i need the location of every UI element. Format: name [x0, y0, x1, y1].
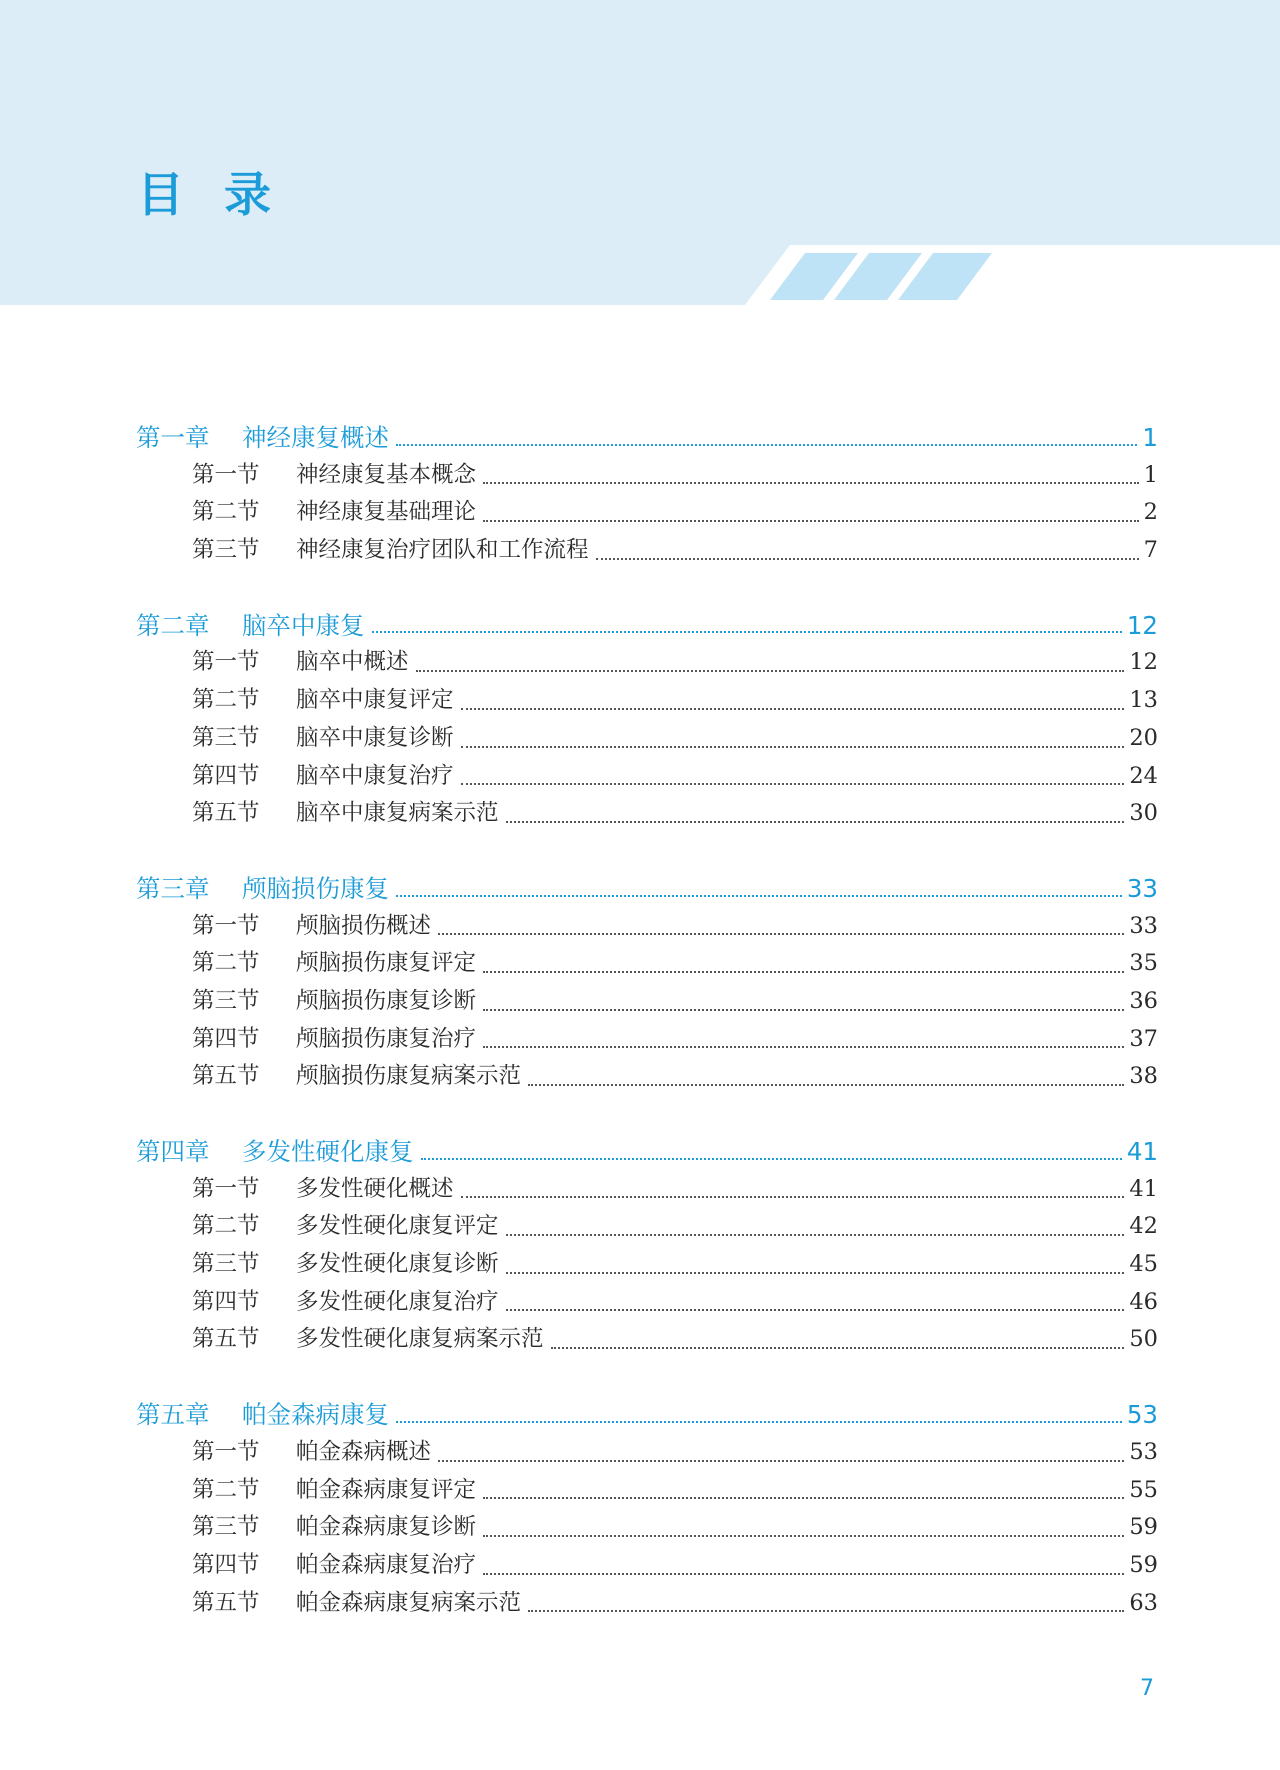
- section-page: 50: [1129, 1326, 1158, 1353]
- section-title: 帕金森病康复病案示范: [296, 1589, 522, 1616]
- section-title: 多发性硬化康复评定: [296, 1213, 499, 1240]
- chapter-title: 神经康复概述: [242, 423, 389, 452]
- section-page: 59: [1129, 1551, 1158, 1578]
- section-entry[interactable]: [136, 908, 1158, 946]
- section-entry[interactable]: [136, 494, 1158, 532]
- section-title: 脑卒中康复评定: [296, 687, 454, 714]
- section-number: 第三节: [192, 1251, 260, 1278]
- dot-leader: [396, 1420, 1122, 1423]
- section-title: 颅脑损伤概述: [296, 912, 432, 939]
- section-number: 第四节: [192, 1551, 260, 1578]
- chapter-number: 第二章: [136, 610, 210, 640]
- section-entry[interactable]: [136, 1284, 1158, 1322]
- chapter-number: 第五章: [136, 1400, 210, 1430]
- section-page: 63: [1129, 1589, 1158, 1616]
- section-title: 多发性硬化康复病案示范: [296, 1326, 544, 1353]
- chapter-number: 第一章: [136, 423, 210, 452]
- section-title: 颅脑损伤康复诊断: [296, 987, 477, 1014]
- section-page: 46: [1129, 1288, 1158, 1315]
- page-title-char-1: 目: [137, 168, 184, 223]
- section-number: 第四节: [192, 762, 260, 789]
- dot-leader: [506, 1271, 1125, 1274]
- section-number: 第三节: [192, 987, 260, 1014]
- dot-leader: [438, 932, 1124, 935]
- section-number: 第二节: [192, 950, 260, 977]
- dot-leader: [506, 820, 1125, 823]
- dot-leader: [483, 519, 1139, 522]
- section-page: 30: [1129, 800, 1158, 827]
- section-page: 41: [1129, 1175, 1158, 1202]
- section-entry[interactable]: [136, 1585, 1158, 1623]
- section-entry[interactable]: [136, 532, 1158, 570]
- dot-leader: [528, 1609, 1124, 1612]
- section-number: 第二节: [192, 1213, 260, 1240]
- section-entry[interactable]: [136, 1472, 1158, 1510]
- chapter-page: 53: [1126, 1400, 1158, 1430]
- dot-leader: [438, 1459, 1124, 1462]
- page-title: [137, 168, 271, 223]
- chapter-number: 第三章: [136, 873, 210, 903]
- dot-leader: [421, 1157, 1122, 1160]
- chapter-page: 12: [1126, 610, 1158, 640]
- section-number: 第三节: [192, 537, 260, 564]
- section-title: 多发性硬化康复治疗: [296, 1288, 499, 1315]
- section-number: 第五节: [192, 1589, 260, 1616]
- dot-leader: [416, 669, 1125, 672]
- section-entry[interactable]: [136, 945, 1158, 983]
- dot-leader: [483, 1496, 1124, 1499]
- dot-leader: [506, 1308, 1125, 1311]
- dot-leader: [483, 1045, 1124, 1048]
- section-entry[interactable]: [136, 1509, 1158, 1547]
- section-entry[interactable]: [136, 1321, 1158, 1359]
- chapter-block: [136, 870, 1158, 1096]
- chapter-entry[interactable]: [136, 1396, 1158, 1434]
- section-title: 神经康复治疗团队和工作流程: [296, 537, 589, 564]
- section-number: 第二节: [192, 687, 260, 714]
- header-decoration: [0, 0, 1280, 305]
- dot-leader: [483, 481, 1139, 484]
- section-number: 第三节: [192, 724, 260, 751]
- section-page: 37: [1129, 1025, 1158, 1052]
- chapter-page: 1: [1142, 423, 1158, 452]
- dot-leader: [483, 1008, 1124, 1011]
- section-title: 帕金森病康复诊断: [296, 1514, 477, 1541]
- dot-leader: [483, 1572, 1124, 1575]
- section-title: 神经康复基本概念: [296, 461, 477, 488]
- section-number: 第一节: [192, 1438, 260, 1465]
- chapter-entry[interactable]: [136, 607, 1158, 645]
- section-entry[interactable]: [136, 795, 1158, 833]
- section-number: 第五节: [192, 1326, 260, 1353]
- dot-leader: [596, 557, 1139, 560]
- section-title: 颅脑损伤康复评定: [296, 950, 477, 977]
- section-number: 第一节: [192, 912, 260, 939]
- dot-leader: [483, 1534, 1124, 1537]
- section-entry[interactable]: [136, 1246, 1158, 1284]
- section-title: 颅脑损伤康复病案示范: [296, 1063, 522, 1090]
- section-title: 脑卒中康复诊断: [296, 724, 454, 751]
- chapter-page: 41: [1126, 1137, 1158, 1166]
- section-title: 帕金森病康复治疗: [296, 1551, 477, 1578]
- chapter-page: 33: [1126, 873, 1158, 903]
- chapter-block: [136, 1396, 1158, 1622]
- chapter-title: 帕金森病康复: [242, 1400, 389, 1430]
- section-title: 脑卒中康复病案示范: [296, 800, 499, 827]
- section-title: 帕金森病康复评定: [296, 1476, 477, 1503]
- dot-leader: [461, 782, 1125, 785]
- section-page: 53: [1129, 1438, 1158, 1465]
- section-title: 多发性硬化康复诊断: [296, 1251, 499, 1278]
- page-title-char-2: 录: [224, 168, 271, 223]
- section-title: 脑卒中康复治疗: [296, 762, 454, 789]
- page-number: 7: [1140, 1676, 1154, 1701]
- section-number: 第三节: [192, 1514, 260, 1541]
- dot-leader: [372, 630, 1122, 633]
- section-number: 第一节: [192, 461, 260, 488]
- section-entry[interactable]: [136, 1208, 1158, 1246]
- section-number: 第五节: [192, 1063, 260, 1090]
- dot-leader: [396, 894, 1122, 897]
- chapter-entry[interactable]: [136, 419, 1158, 457]
- section-entry[interactable]: [136, 1171, 1158, 1209]
- chapter-title: 多发性硬化康复: [242, 1137, 414, 1166]
- dot-leader: [551, 1346, 1125, 1349]
- section-number: 第五节: [192, 800, 260, 827]
- section-entry[interactable]: [136, 1021, 1158, 1059]
- section-page: 59: [1129, 1514, 1158, 1541]
- dot-leader: [461, 745, 1125, 748]
- section-page: 55: [1129, 1476, 1158, 1503]
- section-title: 多发性硬化概述: [296, 1175, 454, 1202]
- section-entry[interactable]: [136, 1058, 1158, 1096]
- section-page: 38: [1129, 1063, 1158, 1090]
- dot-leader: [461, 1195, 1125, 1198]
- chapter-entry[interactable]: [136, 870, 1158, 908]
- section-page: 45: [1129, 1251, 1158, 1278]
- section-page: 2: [1143, 499, 1158, 526]
- section-page: 1: [1143, 461, 1158, 488]
- chapter-block: [136, 1133, 1158, 1359]
- section-number: 第一节: [192, 649, 260, 676]
- section-page: 20: [1129, 724, 1158, 751]
- chapter-title: 脑卒中康复: [242, 610, 365, 640]
- chapter-title: 颅脑损伤康复: [242, 873, 389, 903]
- section-title: 脑卒中概述: [296, 649, 409, 676]
- dot-leader: [396, 443, 1137, 446]
- chapter-block: [136, 607, 1158, 833]
- section-number: 第四节: [192, 1288, 260, 1315]
- section-title: 颅脑损伤康复治疗: [296, 1025, 477, 1052]
- section-entry[interactable]: [136, 682, 1158, 720]
- section-page: 13: [1129, 687, 1158, 714]
- section-title: 神经康复基础理论: [296, 499, 477, 526]
- section-entry[interactable]: [136, 758, 1158, 796]
- section-page: 33: [1129, 912, 1158, 939]
- table-of-contents: [136, 419, 1158, 1659]
- section-number: 第二节: [192, 1476, 260, 1503]
- section-entry[interactable]: [136, 457, 1158, 495]
- section-page: 42: [1129, 1213, 1158, 1240]
- section-entry[interactable]: [136, 983, 1158, 1021]
- section-entry[interactable]: [136, 1547, 1158, 1585]
- section-number: 第二节: [192, 499, 260, 526]
- section-page: 7: [1143, 537, 1158, 564]
- chapter-block: [136, 419, 1158, 570]
- section-entry[interactable]: [136, 1434, 1158, 1472]
- dot-leader: [461, 707, 1125, 710]
- dot-leader: [506, 1233, 1125, 1236]
- dot-leader: [528, 1083, 1124, 1086]
- dot-leader: [483, 970, 1124, 973]
- chapter-number: 第四章: [136, 1137, 210, 1166]
- section-title: 帕金森病概述: [296, 1438, 432, 1465]
- chapter-entry[interactable]: [136, 1133, 1158, 1171]
- section-entry[interactable]: [136, 644, 1158, 682]
- section-number: 第四节: [192, 1025, 260, 1052]
- section-page: 12: [1129, 649, 1158, 676]
- section-entry[interactable]: [136, 720, 1158, 758]
- section-number: 第一节: [192, 1175, 260, 1202]
- section-page: 24: [1129, 762, 1158, 789]
- section-page: 36: [1129, 987, 1158, 1014]
- section-page: 35: [1129, 950, 1158, 977]
